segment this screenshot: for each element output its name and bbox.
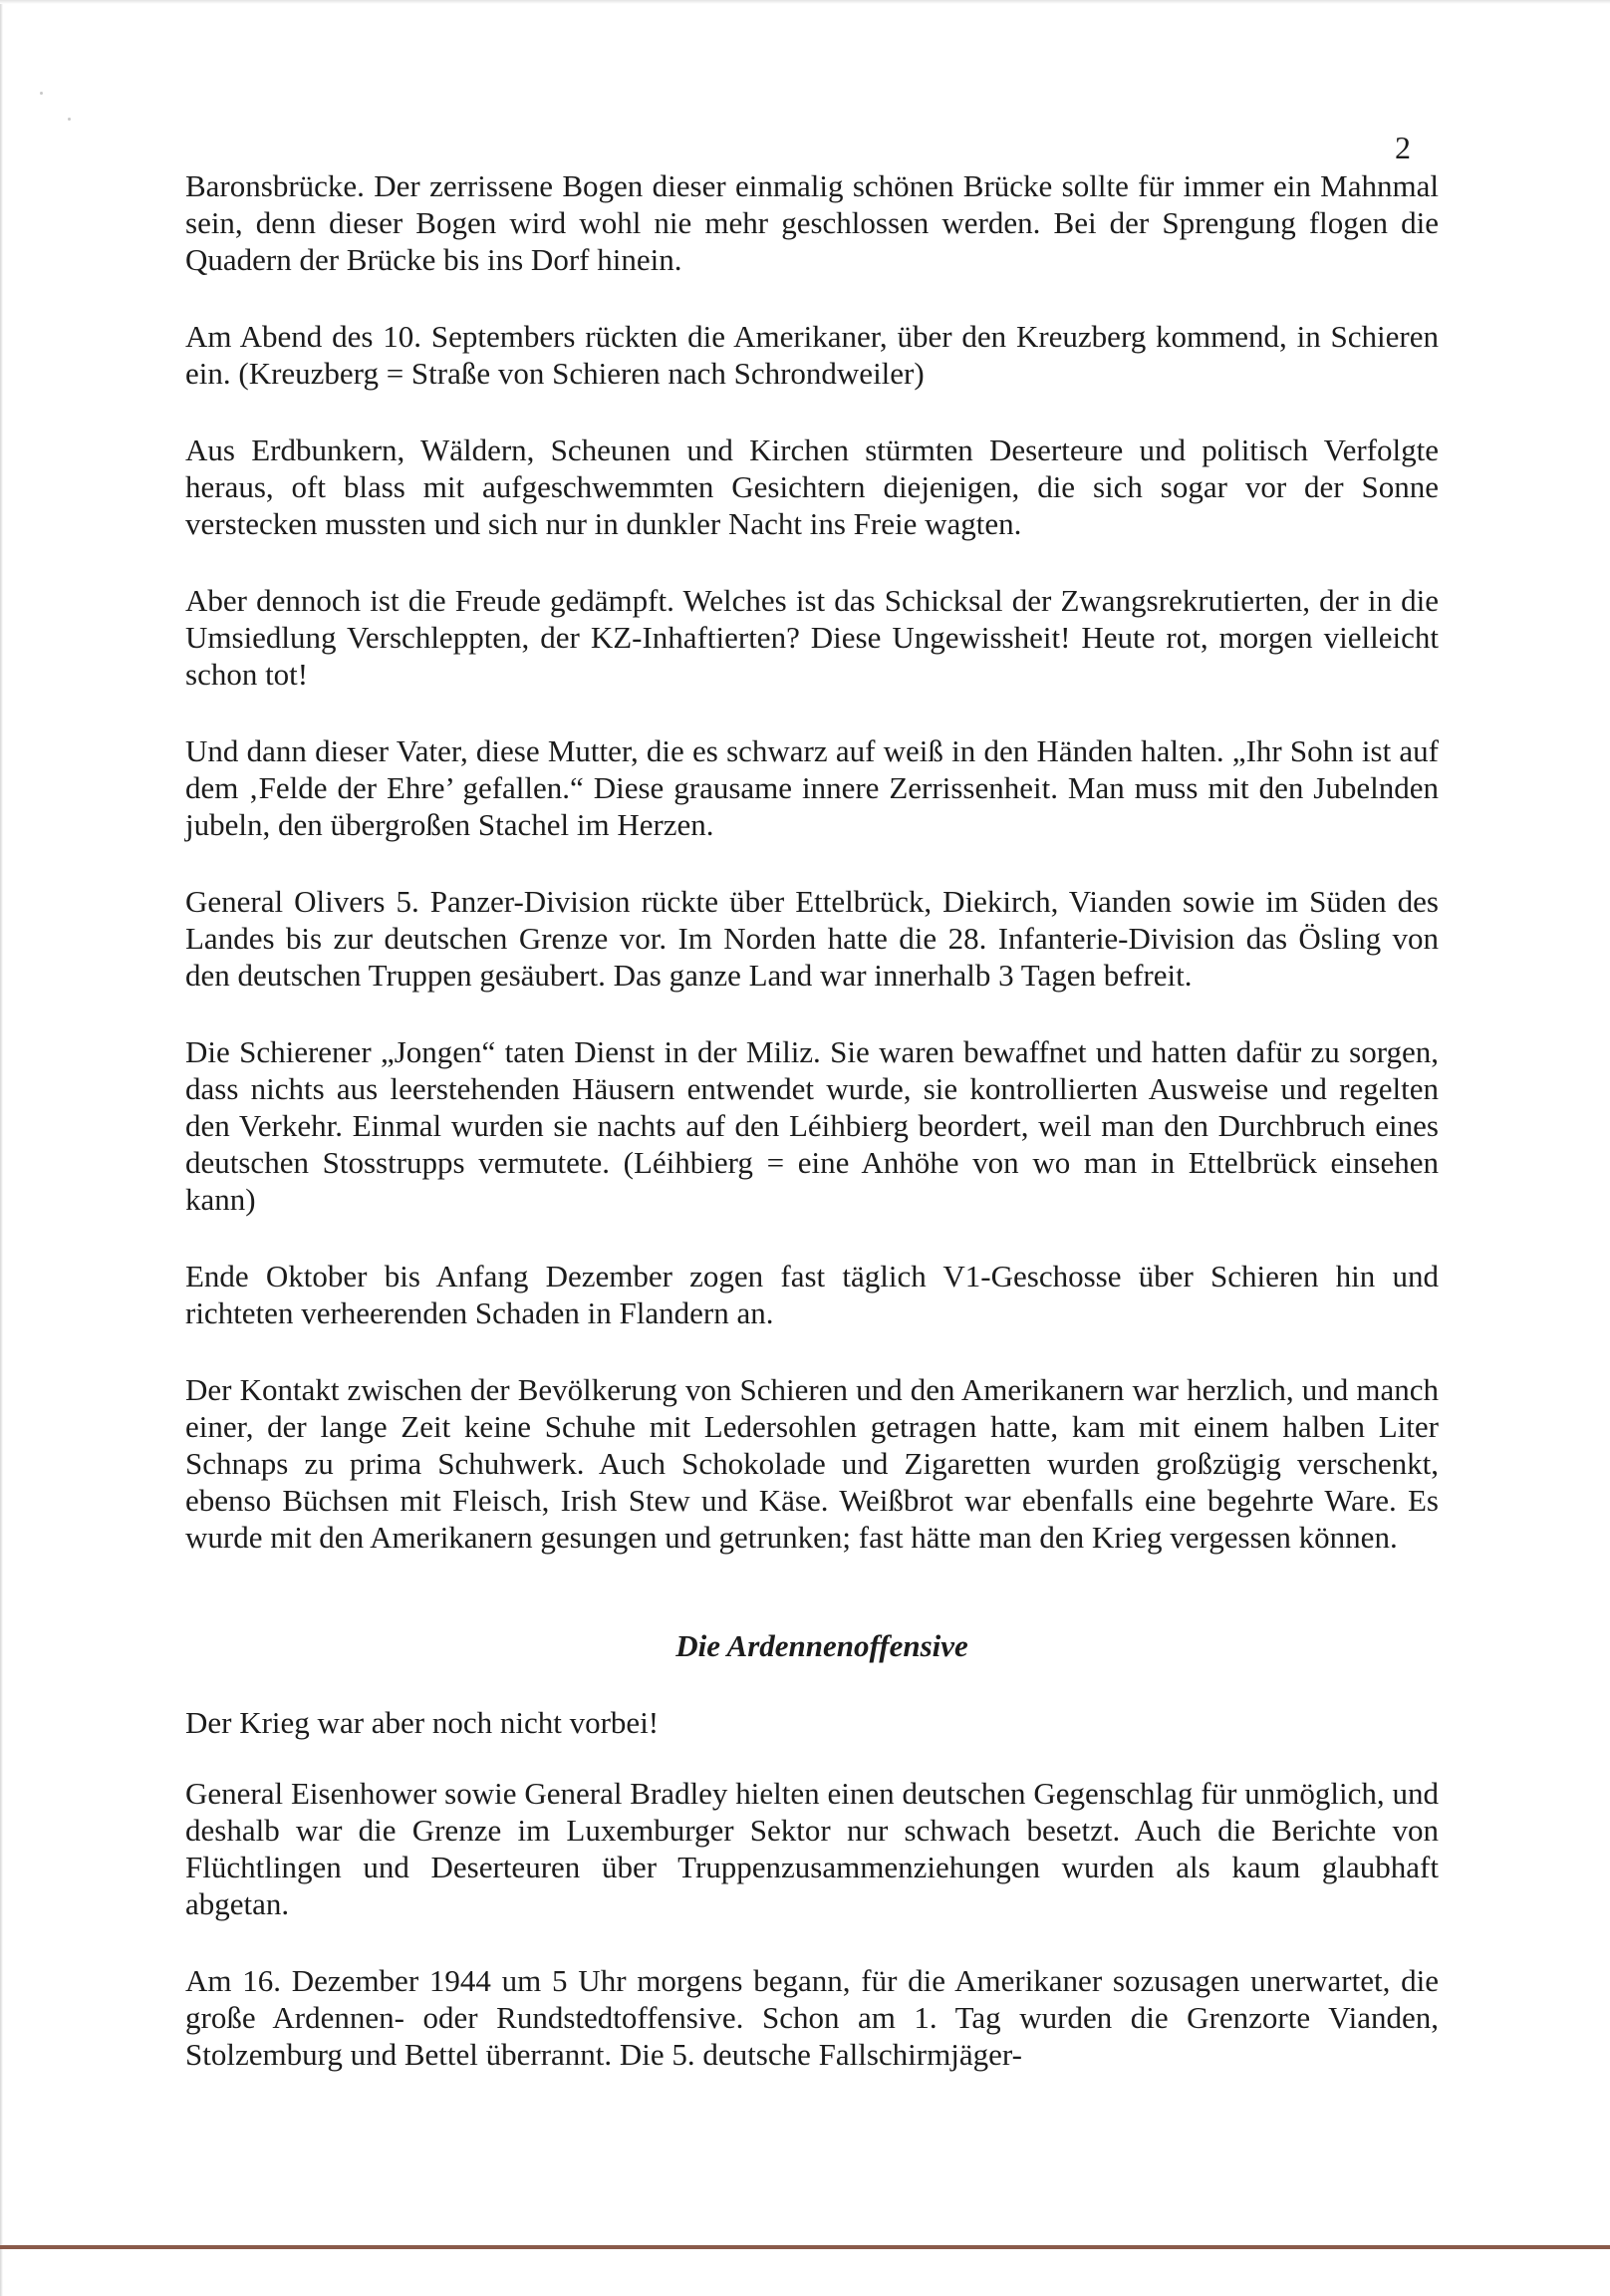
scan-edge-left: [0, 0, 3, 2296]
paragraph: General Eisenhower sowie General Bradley hielten einen deutschen Gegenschlag für unmöglich, und deshalb war die Grenze im Luxemburger Sektor nur schwach besetzt. Auch die Berichte von Flüchtlingen und Deserteuren über Truppenzusammenziehungen wurden als kaum glaubhaft abgetan.: [185, 1776, 1439, 1921]
scan-speck: [68, 118, 71, 121]
document-body: [185, 167, 1439, 2113]
paragraph: Ende Oktober bis Anfang Dezember zogen fast täglich V1-Geschosse über Schieren hin und richteten verheerenden Schaden in Flandern an.: [185, 1259, 1439, 1330]
paragraph: Der Krieg war aber noch nicht vorbei!: [185, 1705, 660, 1740]
paragraph: Am Abend des 10. Septembers rückten die Amerikaner, über den Kreuzberg kommend, in Schieren ein. (Kreuzberg = Straße von Schieren nach Schrondweiler): [185, 319, 1439, 391]
paragraph: Aus Erdbunkern, Wäldern, Scheunen und Kirchen stürmten Deserteure und politisch Verfolgte heraus, oft blass mit aufgeschwemmten Gesichtern diejenigen, die sich sogar vor der Sonne verstecken mussten und sich nur in dunkler Nacht ins Freie wagten.: [185, 432, 1439, 541]
paragraph: Die Schierener „Jongen“ taten Dienst in der Miliz. Sie waren bewaffnet und hatten dafür zu sorgen, dass nichts aus leerstehenden Häusern entwendet wurde, sie kontrollierten Ausweise und regelten den Verkehr. Einmal wurden sie nachts auf den Léihbierg beordert, weil man den Durchbruch eines deutschen Stosstrupps vermutete. (Léihbierg = eine Anhöhe von wo man in Ettelbrück einsehen kann): [185, 1034, 1439, 1217]
paragraph: Der Kontakt zwischen der Bevölkerung von Schieren und den Amerikanern war herzlich, und manch einer, der lange Zeit keine Schuhe mit Ledersohlen getragen hatte, kam mit einem halben Liter Schnaps zu prima Schuhwerk. Auch Schokolade und Zigaretten wurden großzügig verschenkt, ebenso Büchsen mit Fleisch, Irish Stew und Käse. Weißbrot war ebenfalls eine begehrte Ware. Es wurde mit den Amerikanern gesungen und getrunken; fast hätte man den Krieg vergessen können.: [185, 1372, 1439, 1555]
paragraph: Aber dennoch ist die Freude gedämpft. Welches ist das Schicksal der Zwangsrekrutierten, der in die Umsiedlung Verschleppten, der KZ-Inhaftierten? Diese Ungewissheit! Heute rot, morgen vielleicht schon tot!: [185, 583, 1439, 692]
section-heading: Die Ardennenoffensive: [675, 1628, 968, 1663]
paragraph: Am 16. Dezember 1944 um 5 Uhr morgens begann, für die Amerikaner sozusagen unerwartet, die große Ardennen- oder Rundstedtoffensive. Schon am 1. Tag wurden die Grenzorte Vianden, Stolzemburg und Bettel überrannt. Die 5. deutsche Fallschirmjäger-: [185, 1963, 1439, 2072]
scan-speck: [40, 92, 43, 95]
paragraph: General Olivers 5. Panzer-Division rückte über Ettelbrück, Diekirch, Vianden sowie im Süden des Landes bis zur deutschen Grenze vor. Im Norden hatte die 28. Infanterie-Division das Ösling von den deutschen Truppen gesäubert. Das ganze Land war innerhalb 3 Tagen befreit.: [185, 884, 1439, 993]
paragraph: Und dann dieser Vater, diese Mutter, die es schwarz auf weiß in den Händen halten. „Ihr Sohn ist auf dem ‚Felde der Ehre’ gefallen.“ Diese grausame innere Zerrissenheit. Man muss mit den Jubelnden jubeln, den übergroßen Stachel im Herzen.: [185, 733, 1439, 842]
scan-edge-top: [0, 0, 1610, 4]
paragraph: Baronsbrücke. Der zerrissene Bogen dieser einmalig schönen Brücke sollte für immer ein Mahnmal sein, denn dieser Bogen wird wohl nie mehr geschlossen werden. Bei der Sprengung flogen die Quadern der Brücke bis ins Dorf hinein.: [185, 168, 1439, 277]
page-bottom-rule: [0, 2245, 1610, 2249]
page-number: 2: [1395, 130, 1411, 165]
